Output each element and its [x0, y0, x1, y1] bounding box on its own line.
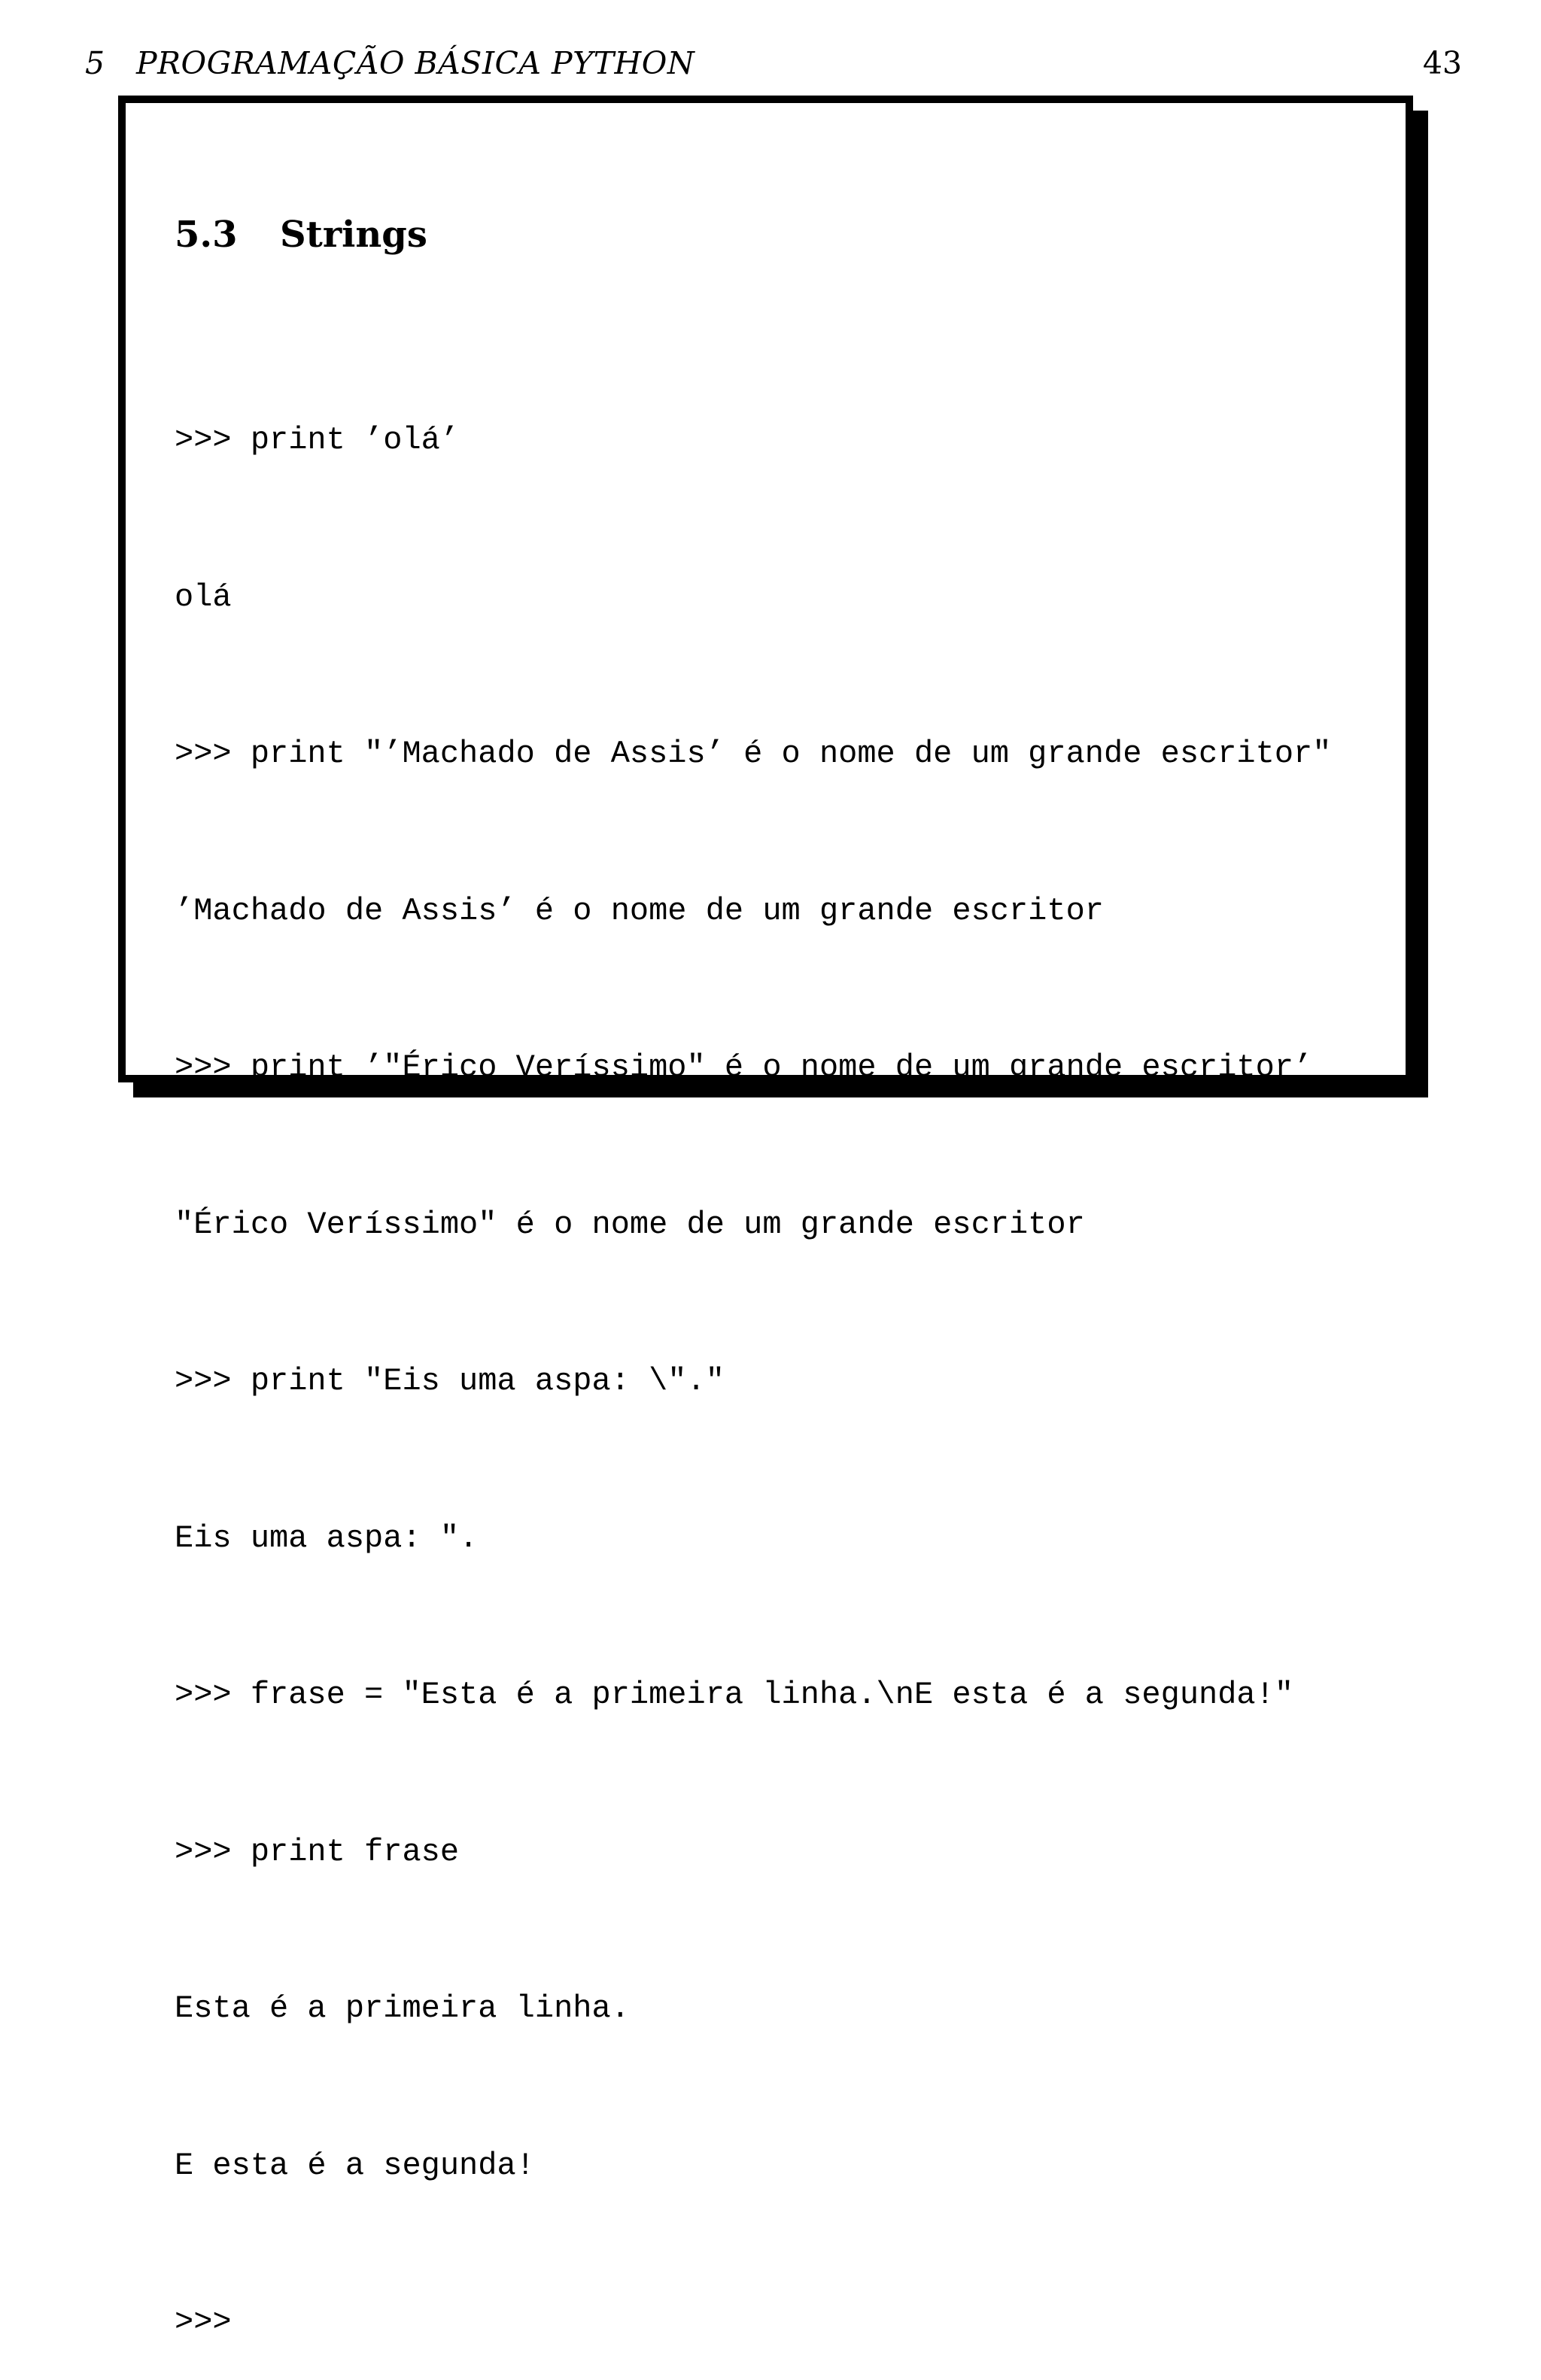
running-head — [85, 42, 1462, 84]
code-line: Esta é a primeira linha. — [175, 1990, 630, 2026]
code-block — [175, 310, 1331, 2380]
code-line: >>> print ’olá’ — [175, 422, 460, 458]
code-line: Eis uma aspa: ". — [175, 1519, 479, 1556]
code-line: >>> print "’Machado de Assis’ é o nome de um grande escritor" — [175, 736, 1332, 772]
slide-frame — [118, 96, 1413, 2340]
chapter-title: PROGRAMAÇÃO BÁSICA PYTHON — [136, 45, 695, 81]
code-line: E esta é a segunda! — [175, 2147, 535, 2184]
code-line: olá — [175, 578, 232, 615]
page-number: 43 — [1422, 45, 1462, 81]
code-line: >>> print ’"Érico Veríssimo" é o nome de um grande escritor’ — [175, 1049, 1313, 1085]
code-line: "Érico Veríssimo" é o nome de um grande escritor — [175, 1206, 1085, 1243]
code-line: >>> frase = "Esta é a primeira linha.\nE esta é a segunda!" — [175, 1677, 1294, 1713]
chapter-number: 5 — [85, 45, 105, 81]
code-line: >>> print "Eis uma aspa: \"." — [175, 1363, 725, 1399]
section-title: Strings — [280, 214, 427, 256]
code-line: ’Machado de Assis’ é o nome de um grande escritor — [175, 892, 1105, 929]
section-number: 5.3 — [175, 214, 238, 256]
code-line: >>> — [175, 2304, 232, 2340]
frame-box — [118, 96, 1413, 2340]
section-heading — [175, 212, 427, 257]
code-line: >>> print frase — [175, 1833, 460, 1870]
